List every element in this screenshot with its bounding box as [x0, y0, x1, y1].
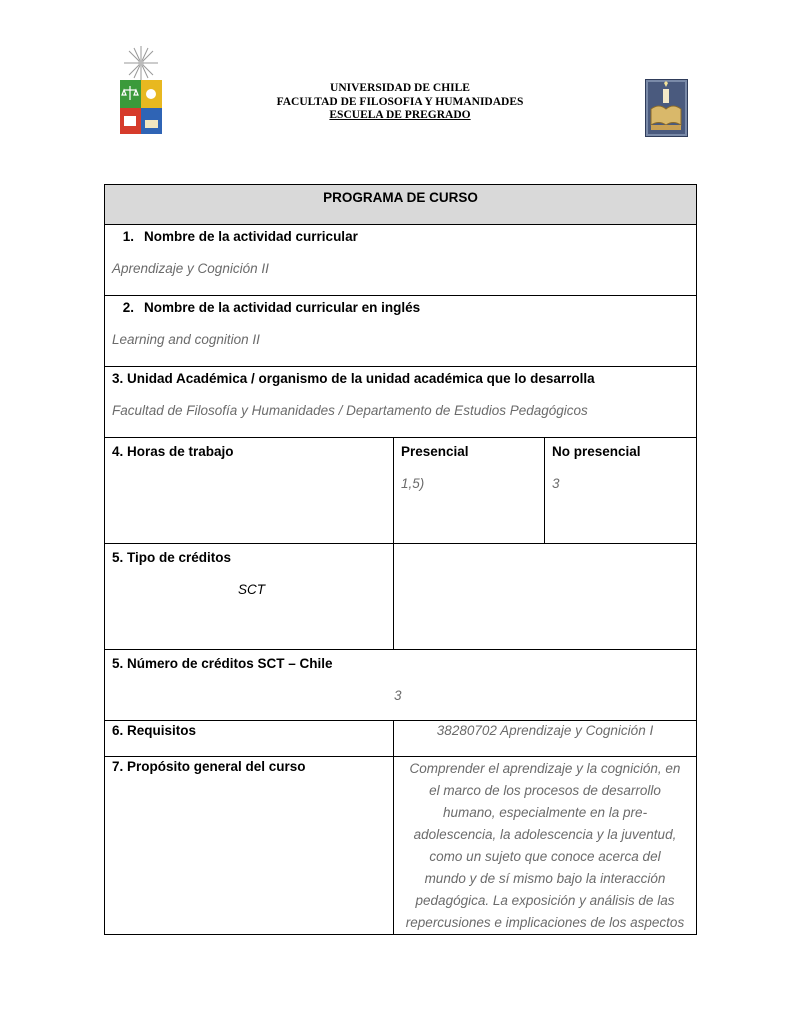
section-work-hours	[105, 438, 394, 544]
credit-type-empty-cell	[394, 544, 697, 650]
faculty-name: FACULTAD DE FILOSOFIA Y HUMANIDADES	[276, 95, 524, 108]
faculty-book-logo	[645, 79, 688, 137]
section-3-label: 3. Unidad Académica / organismo de la unidad académica que lo desarrolla	[112, 371, 595, 386]
section-1-label: Nombre de la actividad curricular	[144, 229, 358, 244]
purpose-line: como un sujeto que conoce acerca del	[429, 849, 661, 864]
table-title: PROGRAMA DE CURSO	[105, 185, 697, 225]
no-presencial-cell	[545, 438, 697, 544]
section-academic-unit	[105, 367, 697, 438]
requirements-value-cell	[394, 721, 697, 757]
purpose-line: el marco de los procesos de desarrollo	[429, 783, 661, 798]
presencial-cell	[394, 438, 545, 544]
university-name: UNIVERSIDAD DE CHILE	[330, 82, 470, 94]
section-7-label: 7. Propósito general del curso	[112, 759, 306, 774]
school-name: ESCUELA DE PREGRADO	[329, 109, 471, 121]
no-presencial-label: No presencial	[552, 444, 641, 459]
section-credit-number	[105, 650, 697, 721]
section-5b-label: 5. Número de créditos SCT – Chile	[112, 656, 333, 671]
purpose-line: pedagógica. La exposición y análisis de las	[415, 893, 675, 908]
section-6-value: 38280702 Aprendizaje y Cognición I	[436, 723, 654, 738]
purpose-line: repercusiones e implicaciones de los aspectos	[405, 915, 685, 930]
purpose-line: adolescencia, la adolescencia y la juventud,	[413, 827, 677, 842]
purpose-line: mundo y de sí mismo bajo la interacción	[424, 871, 666, 886]
section-5a-value: SCT	[238, 582, 265, 597]
section-6-label: 6. Requisitos	[112, 723, 197, 738]
purpose-line: humano, especialmente en la pre-	[442, 805, 648, 820]
presencial-label: Presencial	[401, 444, 469, 459]
section-4-label: 4. Horas de trabajo	[112, 444, 234, 459]
section-2-value: Learning and cognition II	[112, 332, 260, 347]
section-2-label: Nombre de la actividad curricular en inglés	[144, 300, 421, 315]
presencial-value: 1,5)	[401, 476, 425, 491]
purpose-text-cell	[394, 757, 697, 935]
section-5b-value: 3	[394, 688, 402, 703]
section-course-name-english	[105, 296, 697, 367]
section-1-value: Aprendizaje y Cognición II	[112, 261, 269, 276]
section-3-value: Facultad de Filosofía y Humanidades / Departamento de Estudios Pedagógicos	[112, 403, 588, 418]
course-program-table	[104, 184, 697, 935]
section-5a-label: 5. Tipo de créditos	[112, 550, 232, 565]
section-1-number: 1.	[122, 229, 134, 244]
no-presencial-value: 3	[552, 476, 560, 491]
section-2-number: 2.	[122, 300, 134, 315]
section-course-name	[105, 225, 697, 296]
section-requirements	[105, 721, 394, 757]
section-7-text	[394, 757, 696, 934]
section-purpose	[105, 757, 394, 935]
purpose-line: Comprender el aprendizaje y la cognición, en	[409, 761, 681, 776]
section-credit-type	[105, 544, 394, 650]
